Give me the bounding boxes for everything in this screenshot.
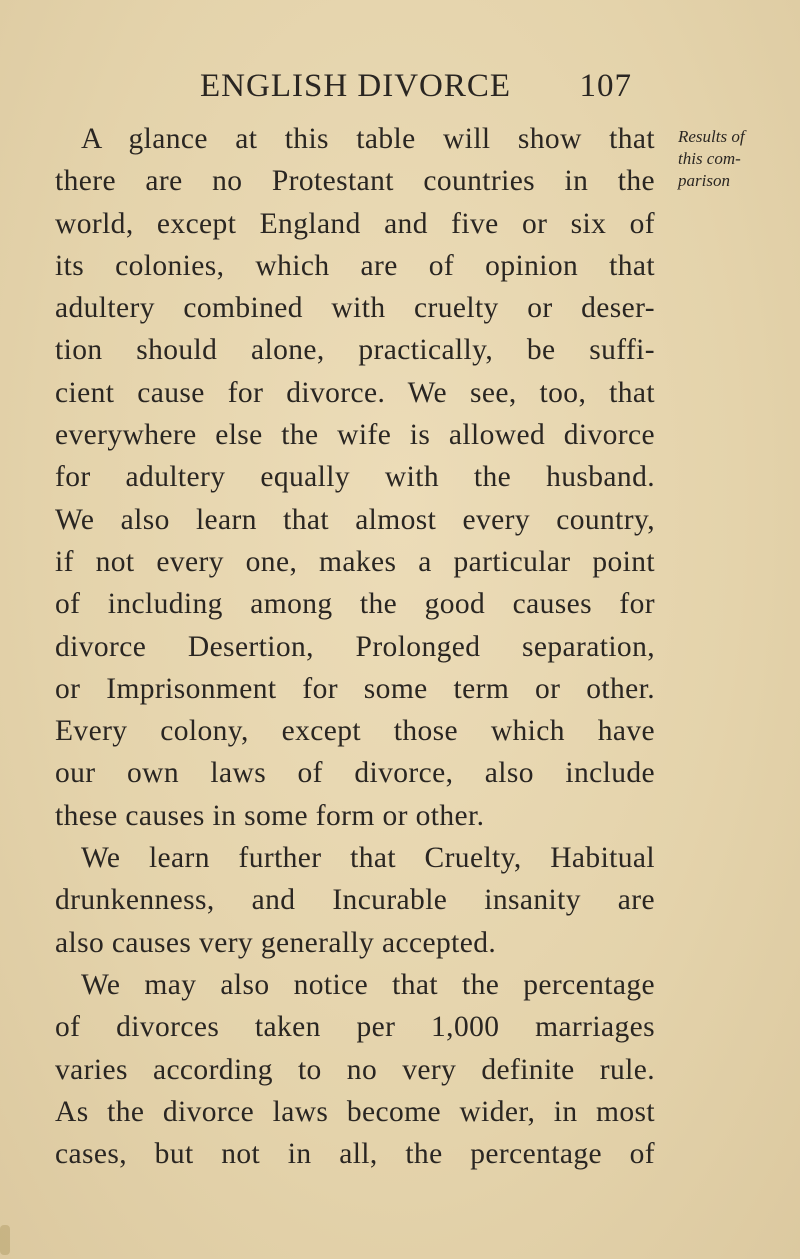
text-line: our own laws of divorce, also include (55, 757, 655, 790)
text-line: if not every one, makes a particular point (55, 545, 655, 578)
text-line: A glance at this table will show that (81, 123, 655, 155)
text-line: We also learn that almost every country, (55, 503, 655, 536)
margin-note (678, 126, 796, 192)
text-line: also causes very generally accepted. (55, 926, 497, 959)
text-line: varies according to no very definite rule. (55, 1053, 655, 1086)
text-line: its colonies, which are of opinion that (55, 249, 655, 282)
body-text (55, 118, 655, 1175)
text-line: We may also notice that the percentage (81, 968, 655, 1001)
text-line: of divorces taken per 1,000 marriages (55, 1011, 655, 1044)
text-line: As the divorce laws become wider, in most (55, 1095, 655, 1128)
text-line: cases, but not in all, the percentage of (55, 1138, 655, 1171)
text-line: Every colony, except those which have (55, 715, 655, 748)
text-line: for adultery equally with the husband. (55, 461, 655, 494)
page-number: 107 (579, 68, 632, 104)
text-line: divorce Desertion, Prolonged separation, (55, 630, 655, 663)
text-line: of including among the good causes for (55, 588, 655, 621)
text-line: We learn further that Cruelty, Habitual (81, 842, 655, 875)
text-line: everywhere else the wife is allowed divorce (55, 419, 655, 452)
text-line: adultery combined with cruelty or deser- (55, 292, 655, 325)
text-line: cient cause for divorce. We see, too, that (55, 376, 655, 409)
text-line: there are no Protestant countries in the (55, 165, 655, 198)
text-line: or Imprisonment for some term or other. (55, 672, 655, 705)
text-line: these causes in some form or other. (55, 799, 485, 832)
text-line: world, except England and five or six of (55, 207, 655, 240)
margin-note-line: this com- (678, 149, 741, 168)
margin-note-line: Results of (678, 127, 745, 146)
text-line: drunkenness, and Incurable insanity are (55, 884, 655, 917)
text-line: tion should alone, practically, be suffi- (55, 334, 655, 367)
running-head (200, 68, 660, 112)
margin-note-line: parison (678, 171, 730, 190)
paper-stain (0, 1225, 10, 1255)
running-title: ENGLISH DIVORCE (200, 68, 512, 104)
